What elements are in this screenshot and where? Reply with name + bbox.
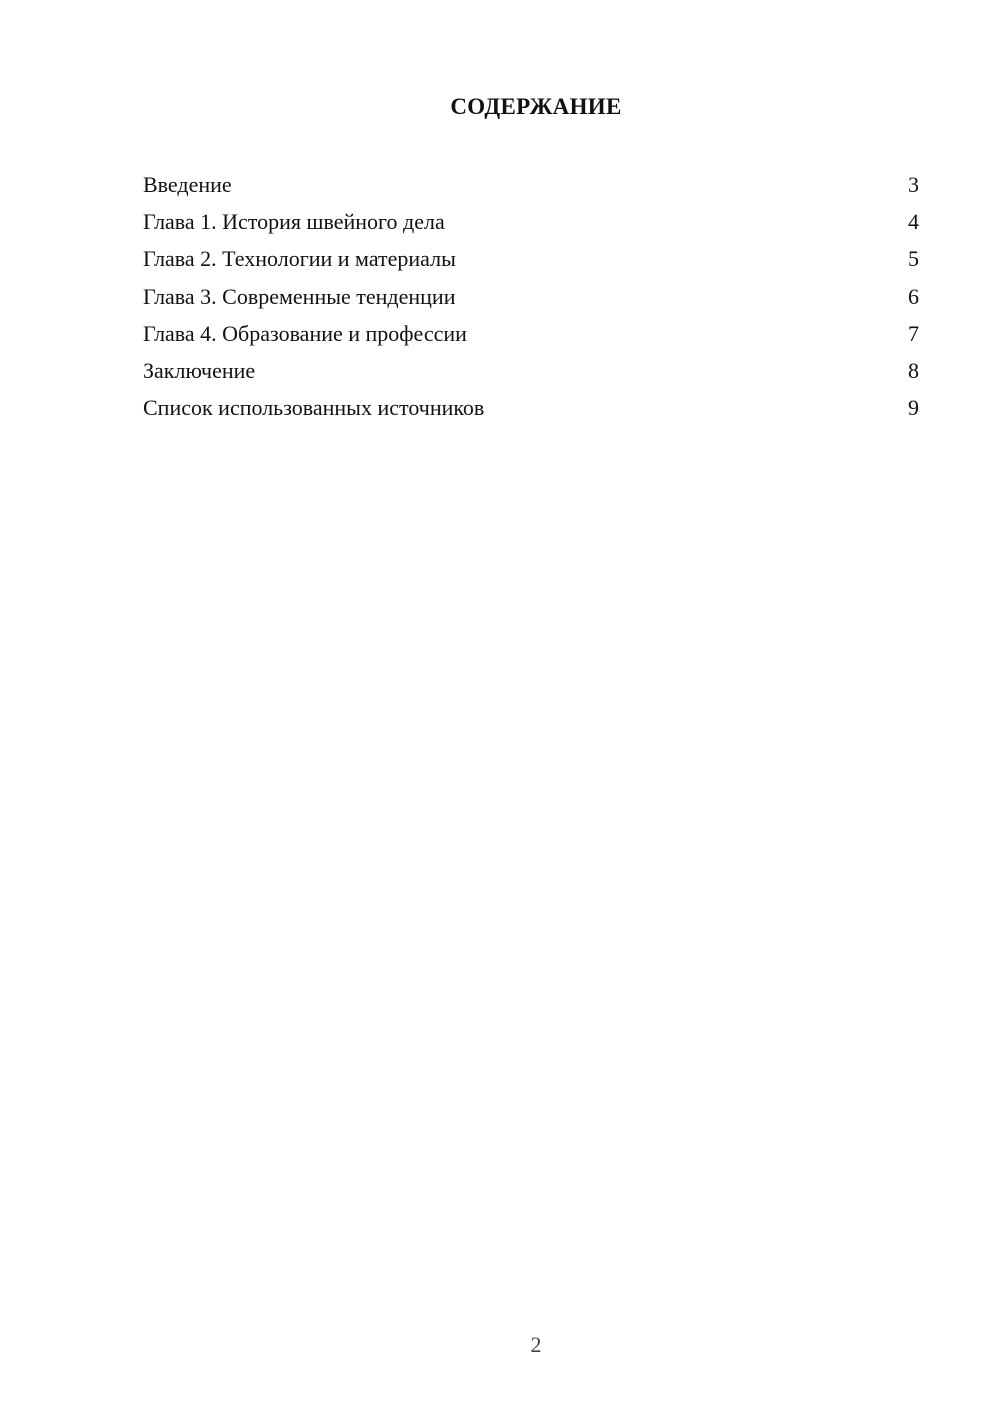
- table-of-contents: [143, 168, 919, 428]
- page-number: 2: [530, 1332, 542, 1357]
- toc-item-chapter-2: [143, 242, 919, 279]
- toc-item-page-number: 9: [908, 395, 919, 421]
- toc-item-page-number: 6: [908, 283, 919, 309]
- toc-item-page-number: 4: [908, 209, 919, 235]
- toc-item-label: Заключение: [143, 357, 256, 383]
- toc-item-label: Глава 1. История швейного дела: [143, 209, 445, 235]
- toc-item-chapter-1: [143, 205, 919, 242]
- toc-item-page-number: 8: [908, 357, 919, 383]
- toc-item-page-number: 5: [908, 246, 919, 272]
- toc-item-page-number: 3: [908, 172, 919, 197]
- toc-item-conclusion: [143, 354, 919, 391]
- toc-item-label: Глава 4. Образование и профессии: [143, 320, 467, 346]
- toc-item-label: Введение: [143, 172, 232, 197]
- toc-item-references: [143, 391, 919, 428]
- toc-item-page-number: 7: [908, 320, 919, 346]
- toc-item-chapter-3: [143, 280, 919, 317]
- toc-item-label: Список использованных источников: [143, 395, 485, 421]
- toc-item-introduction: [143, 168, 919, 205]
- toc-item-chapter-4: [143, 317, 919, 354]
- toc-item-label: Глава 2. Технологии и материалы: [143, 246, 456, 272]
- toc-item-label: Глава 3. Современные тенденции: [143, 283, 456, 309]
- toc-title: СОДЕРЖАНИЕ: [450, 94, 622, 119]
